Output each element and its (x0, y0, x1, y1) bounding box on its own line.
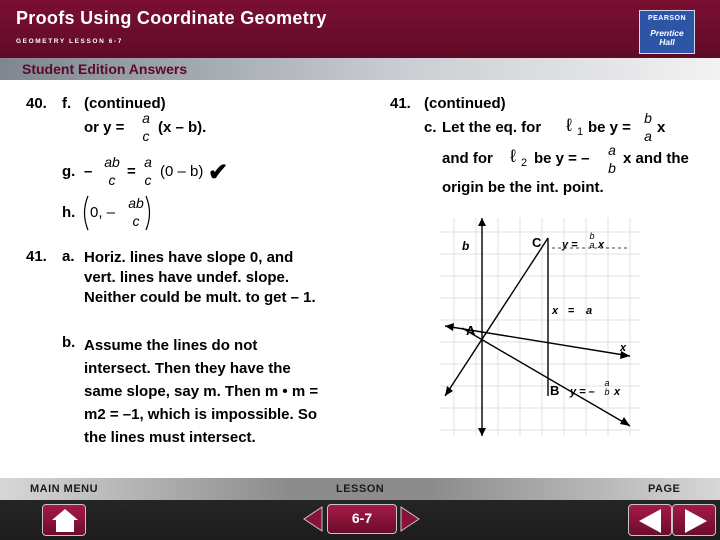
c-line1-b: be y = (588, 119, 631, 136)
c-sub1: 1 (577, 126, 584, 138)
lesson-label: LESSON (336, 483, 385, 495)
b-lines (84, 334, 318, 449)
publisher-logo (639, 10, 695, 54)
page-label: PAGE (648, 483, 681, 495)
b-line-1: Assume the lines do not (84, 337, 258, 354)
f-title: (continued) (84, 95, 166, 112)
b-line-5: the lines must intersect. (84, 429, 256, 446)
b-line-3: same slope, say m. Then m • m = (84, 383, 319, 400)
line-l1 (445, 238, 548, 396)
c-line3: origin be the int. point. (442, 179, 604, 196)
y-axis-arrow-down-icon (478, 428, 486, 436)
q41-label: 41. (26, 248, 47, 265)
eq-bot-x: x (614, 386, 621, 398)
page-next-button[interactable] (672, 504, 716, 536)
c-denominator1: a (644, 128, 652, 144)
eq-bot-den: b (604, 387, 610, 397)
h-denominator: c (132, 213, 140, 229)
h-fraction (124, 196, 148, 228)
g-numerator2: a (144, 154, 152, 170)
f-numerator: a (142, 110, 150, 126)
q40-label: 40. (26, 95, 47, 112)
q41c-title: (continued) (424, 95, 506, 112)
h-numerator: ab (128, 195, 144, 211)
c-line1-a: Let the eq. for (442, 119, 542, 136)
g-minus: – (84, 163, 93, 180)
point-a-label: A (466, 323, 476, 338)
h-label: h. (62, 204, 76, 221)
lesson-prev-button[interactable] (300, 504, 326, 534)
a-line-1: Horiz. lines have slope 0, and (84, 249, 294, 266)
page-title: Proofs Using Coordinate Geometry (16, 8, 327, 28)
b-label: b. (62, 334, 76, 351)
point-b-label: B (550, 383, 560, 398)
eq-bot-fraction (602, 379, 612, 397)
f-line-a (84, 119, 124, 136)
x-axis-arrow-left-icon (445, 323, 454, 331)
logo-line2: Prentice (650, 27, 684, 38)
c-line1-c: x (657, 119, 666, 136)
y-axis-arrow-icon (478, 218, 486, 226)
banner-text: Student Edition Answers (22, 61, 188, 77)
g-tail: (0 – b) (160, 163, 204, 180)
g-numerator1: ab (104, 154, 120, 170)
line-l2-arrow-icon (620, 417, 630, 426)
f-line-a-text: or y = (84, 119, 125, 136)
g-denominator2: c (144, 172, 152, 188)
a-label: a. (62, 248, 75, 265)
c-denominator2: b (608, 160, 616, 176)
logo-line1: PEARSON (647, 15, 687, 22)
page-prev-button[interactable] (628, 504, 672, 536)
header-bar (0, 0, 720, 62)
logo-line3: Hall (659, 37, 675, 48)
f-label: f. (62, 95, 72, 112)
c-line2-a: and for (442, 150, 493, 167)
eq-top-den: a (589, 240, 595, 250)
eq-top-num: b (589, 231, 595, 241)
h-text: 0, – (90, 204, 116, 221)
page-next-icon (673, 505, 717, 537)
home-icon (43, 505, 87, 537)
eq-bot-text: y = – (570, 386, 595, 398)
coordinate-graph (440, 218, 640, 436)
lesson-number-button[interactable] (327, 504, 397, 534)
c-fraction2 (605, 143, 619, 175)
lesson-next-button[interactable] (397, 504, 423, 534)
c-sub2: 2 (521, 157, 528, 169)
check-icon: ✔ (208, 159, 229, 186)
page-prev-icon (629, 505, 673, 537)
line-l1-arrow-icon (445, 386, 453, 396)
g-denominator1: c (108, 172, 116, 188)
x-eq-val: a (586, 305, 593, 317)
g-label: g. (62, 163, 76, 180)
g-fraction2 (142, 155, 154, 187)
c-line2-b: be y = – (534, 150, 590, 167)
a-line-2: vert. lines have undef. slope. (84, 269, 290, 286)
b-line-4: m2 = –1, which is impossible. So (84, 406, 317, 423)
lesson-prev-icon (300, 504, 326, 534)
section-banner (0, 58, 720, 80)
eq-top-x: x (598, 239, 605, 251)
eq-top-fraction (587, 232, 597, 250)
page-subtitle: GEOMETRY LESSON 6-7 (16, 38, 123, 45)
a-line-3: Neither could be mult. to get – 1. (84, 289, 316, 306)
c-label: c. (424, 119, 437, 136)
x-axis-label: x (620, 342, 627, 354)
g-eq: = (127, 163, 136, 180)
point-c-label: C (532, 235, 542, 250)
main-menu-label: MAIN MENU (30, 483, 99, 495)
ell-icon-2: ℓ (510, 146, 516, 166)
q41c-label: 41. (390, 95, 411, 112)
f-denominator: c (142, 128, 150, 144)
lesson-number: 6-7 (351, 510, 373, 526)
g-fraction1 (100, 155, 124, 187)
x-eq-sign: = (568, 305, 575, 317)
lesson-next-icon (397, 504, 423, 534)
c-numerator1: b (644, 110, 652, 126)
ell-icon: ℓ (566, 115, 572, 135)
home-button[interactable] (42, 504, 86, 536)
c-line2-c: x and the (623, 150, 689, 167)
eq-bot-num: a (604, 378, 610, 388)
x-eq-text: x (552, 305, 559, 317)
c-fraction1 (641, 111, 655, 143)
eq-top-text: y = (562, 239, 578, 251)
c-numerator2: a (608, 142, 616, 158)
graph-label-b: b (462, 239, 470, 253)
f-fraction (139, 111, 153, 143)
b-line-2: intersect. Then they have the (84, 360, 291, 377)
f-line-b: (x – b). (158, 119, 207, 136)
a-lines (84, 248, 316, 308)
